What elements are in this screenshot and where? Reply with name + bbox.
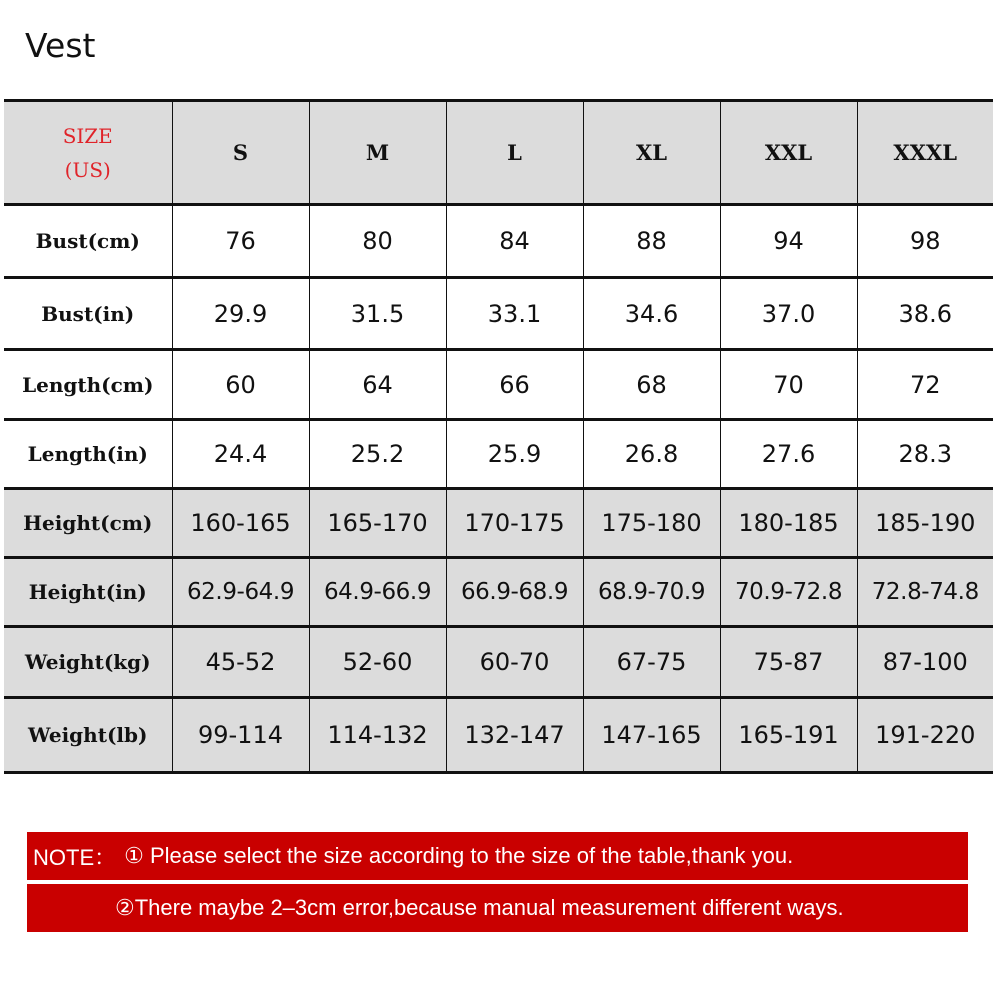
table-cell: 75-87 xyxy=(720,627,857,698)
table-cell: 72 xyxy=(857,350,993,420)
size-header-line1: SIZE xyxy=(62,123,113,148)
note-line-2: ②There maybe 2–3cm error,because manual measurement different ways. xyxy=(115,895,844,920)
table-cell: 114-132 xyxy=(309,698,446,773)
table-cell: 70 xyxy=(720,350,857,420)
table-cell: 160-165 xyxy=(172,489,309,558)
col-header-xxxl: XXXL xyxy=(857,101,993,205)
table-row-length-in xyxy=(4,420,993,489)
table-cell: 60-70 xyxy=(446,627,583,698)
table-cell: 165-191 xyxy=(720,698,857,773)
table-cell: 25.2 xyxy=(309,420,446,489)
row-label: Length(in) xyxy=(4,420,172,489)
table-cell: 64 xyxy=(309,350,446,420)
table-cell: 132-147 xyxy=(446,698,583,773)
row-label: Height(cm) xyxy=(4,489,172,558)
row-label: Weight(kg) xyxy=(4,627,172,698)
table-cell: 80 xyxy=(309,205,446,278)
table-cell: 24.4 xyxy=(172,420,309,489)
table-cell: 67-75 xyxy=(583,627,720,698)
table-cell: 94 xyxy=(720,205,857,278)
table-cell: 191-220 xyxy=(857,698,993,773)
col-header-xl: XL xyxy=(583,101,720,205)
row-label: Length(cm) xyxy=(4,350,172,420)
table-cell: 68.9-70.9 xyxy=(583,558,720,627)
table-cell: 147-165 xyxy=(583,698,720,773)
table-cell: 70.9-72.8 xyxy=(720,558,857,627)
table-cell: 64.9-66.9 xyxy=(309,558,446,627)
table-cell: 88 xyxy=(583,205,720,278)
table-row-bust-cm xyxy=(4,205,993,278)
table-cell: 60 xyxy=(172,350,309,420)
table-cell: 31.5 xyxy=(309,278,446,350)
row-label: Height(in) xyxy=(4,558,172,627)
table-cell: 87-100 xyxy=(857,627,993,698)
table-cell: 76 xyxy=(172,205,309,278)
table-cell: 99-114 xyxy=(172,698,309,773)
table-row-weight-lb xyxy=(4,698,993,773)
table-row-length-cm xyxy=(4,350,993,420)
row-label: Bust(cm) xyxy=(4,205,172,278)
note-prefix: NOTE： xyxy=(33,844,117,870)
table-cell: 27.6 xyxy=(720,420,857,489)
row-label: Weight(lb) xyxy=(4,698,172,773)
size-chart-table xyxy=(4,99,993,774)
table-cell: 165-170 xyxy=(309,489,446,558)
table-cell: 98 xyxy=(857,205,993,278)
table-cell: 66.9-68.9 xyxy=(446,558,583,627)
table-cell: 72.8-74.8 xyxy=(857,558,993,627)
row-label: Bust(in) xyxy=(4,278,172,350)
table-cell: 34.6 xyxy=(583,278,720,350)
col-header-m: M xyxy=(309,101,446,205)
page-title: Vest xyxy=(25,26,96,65)
table-cell: 26.8 xyxy=(583,420,720,489)
table-cell: 68 xyxy=(583,350,720,420)
size-us-header xyxy=(4,101,172,205)
table-cell: 66 xyxy=(446,350,583,420)
table-row-weight-kg xyxy=(4,627,993,698)
table-header-row xyxy=(4,101,993,205)
table-row-height-cm xyxy=(4,489,993,558)
note-banner-2 xyxy=(27,884,968,932)
table-cell: 185-190 xyxy=(857,489,993,558)
table-cell: 45-52 xyxy=(172,627,309,698)
table-cell: 29.9 xyxy=(172,278,309,350)
table-cell: 62.9-64.9 xyxy=(172,558,309,627)
table-cell: 180-185 xyxy=(720,489,857,558)
table-row-bust-in xyxy=(4,278,993,350)
table-cell: 25.9 xyxy=(446,420,583,489)
table-cell: 28.3 xyxy=(857,420,993,489)
col-header-xxl: XXL xyxy=(720,101,857,205)
col-header-l: L xyxy=(446,101,583,205)
table-cell: 38.6 xyxy=(857,278,993,350)
table-cell: 33.1 xyxy=(446,278,583,350)
note-banner-1 xyxy=(27,832,968,880)
size-header-line2: (US) xyxy=(64,157,111,182)
table-cell: 175-180 xyxy=(583,489,720,558)
note-line-1: ① Please select the size according to the size of the table,thank you. xyxy=(124,843,794,868)
col-header-s: S xyxy=(172,101,309,205)
table-cell: 170-175 xyxy=(446,489,583,558)
table-cell: 52-60 xyxy=(309,627,446,698)
table-cell: 84 xyxy=(446,205,583,278)
table-row-height-in xyxy=(4,558,993,627)
table-cell: 37.0 xyxy=(720,278,857,350)
